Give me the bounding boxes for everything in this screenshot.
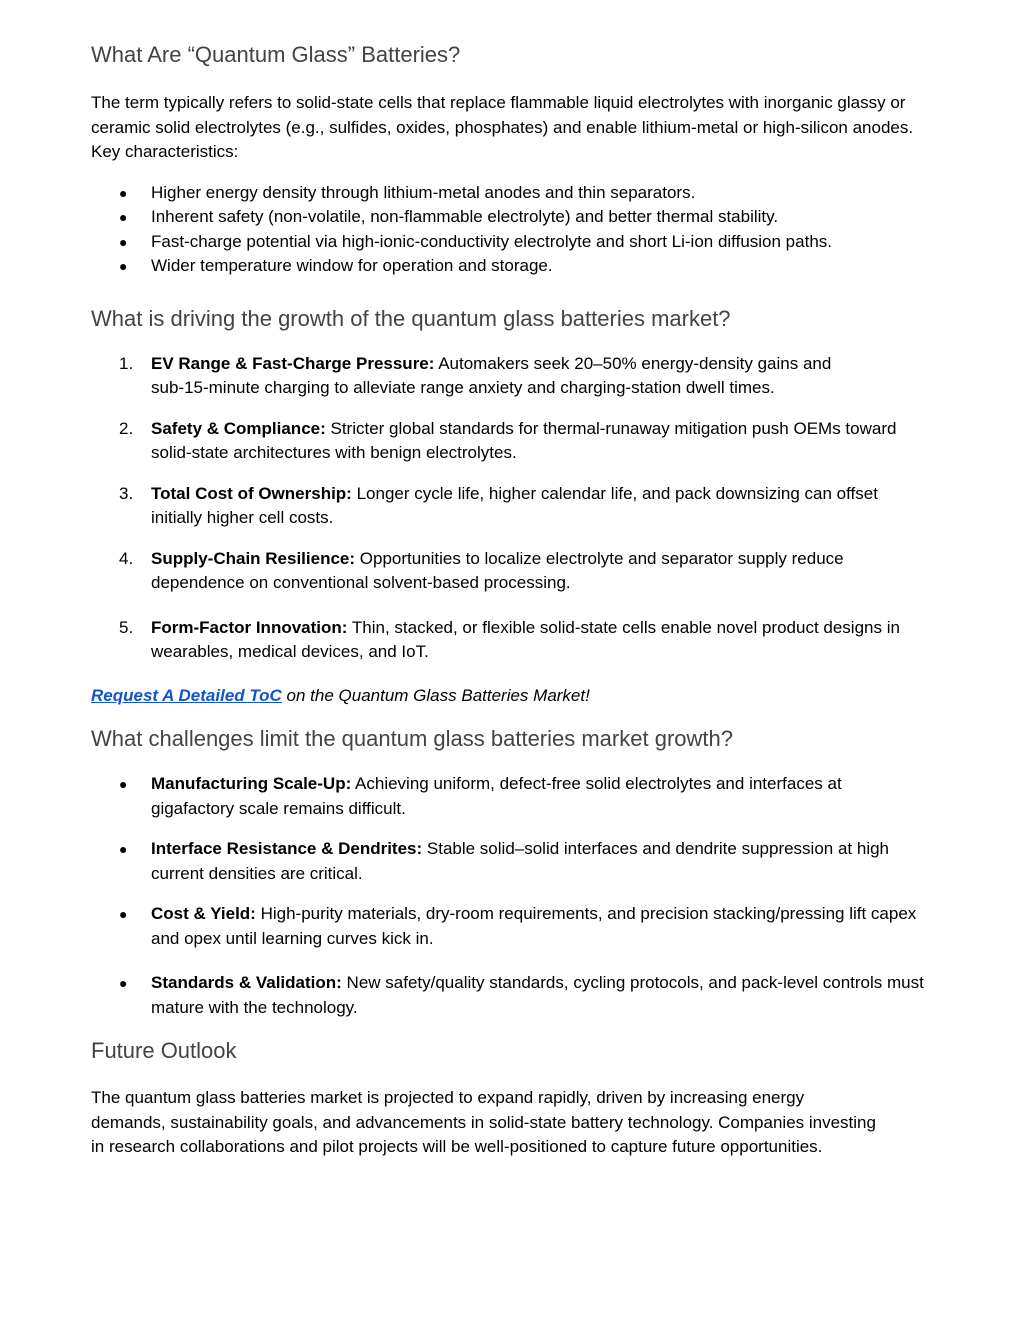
- list-item: [91, 837, 936, 886]
- list-item: [91, 352, 936, 401]
- bullet-icon: ●: [119, 209, 128, 225]
- list-item-text: New safety/quality standards, cycling protocols, and pack‑level controls must mature with the technology.: [151, 973, 924, 1017]
- list-item-text: Stable solid–solid interfaces and dendrite suppression at high current densities are critical.: [151, 839, 890, 883]
- bullet-icon: ●: [119, 841, 128, 857]
- list-item-text: Automakers seek 20–50% energy‑density gains and sub‑15‑minute charging to alleviate range anxiety and charging‑station dwell times.: [151, 353, 832, 397]
- list-item-text: Stricter global standards for thermal‑runaway mitigation push OEMs toward solid‑state architectures with benign electrolytes.: [151, 418, 897, 462]
- list-item: [91, 902, 936, 951]
- section-heading-drivers: What is driving the growth of the quantum glass batteries market?: [91, 305, 731, 331]
- challenges-list: [91, 772, 936, 1020]
- list-item: [91, 417, 936, 466]
- section-heading-challenges: What challenges limit the quantum glass batteries market growth?: [91, 726, 733, 751]
- list-item-title: Cost & Yield:: [151, 904, 256, 923]
- list-item-title: Interface Resistance & Dendrites:: [151, 839, 423, 858]
- document-page: [91, 40, 936, 1160]
- characteristics-list: [91, 181, 936, 279]
- bullet-icon: ●: [119, 184, 128, 201]
- list-item: [91, 181, 936, 206]
- list-item-text: Longer cycle life, higher calendar life, and pack downsizing can offset initially higher cell costs.: [151, 483, 878, 527]
- list-item: [91, 971, 936, 1020]
- list-item-text: Thin, stacked, or flexible solid‑state cells enable novel product designs in wearables, medical devices, and IoT.: [151, 617, 900, 661]
- list-item: [91, 205, 936, 230]
- list-item: [91, 547, 936, 596]
- list-item: [91, 254, 936, 279]
- bullet-icon: ●: [119, 258, 128, 274]
- list-item-title: Supply‑Chain Resilience:: [151, 548, 356, 568]
- cta-line: [91, 684, 936, 709]
- list-item-title: Total Cost of Ownership:: [151, 483, 352, 503]
- list-number: 3.: [119, 483, 134, 503]
- list-item: [91, 230, 936, 255]
- section-heading-future-outlook: Future Outlook: [91, 1038, 237, 1063]
- future-outlook-paragraph: The quantum glass batteries market is projected to expand rapidly, driven by increasing energy demands, sustainability goals, and advancements in solid-state battery technology. Companies investing in research collaborations and pilot projects will be well-positioned to capture future opportunities.: [91, 1088, 876, 1156]
- list-item-text: Wider temperature window for operation and storage.: [151, 256, 553, 275]
- bullet-icon: ●: [119, 776, 128, 792]
- list-item-title: EV Range & Fast‑Charge Pressure:: [151, 353, 435, 373]
- intro-paragraph: The term typically refers to solid‑state cells that replace flammable liquid electrolytes with inorganic glassy or ceramic solid electrolytes (e.g., sulfides, oxides, phosphates) and enable lithium‑metal or high‑silicon anodes. Key characteristics:: [91, 93, 914, 161]
- list-number: 2.: [119, 418, 134, 438]
- request-toc-link[interactable]: Request A Detailed ToC: [91, 685, 282, 705]
- list-item-title: Standards & Validation:: [151, 973, 342, 992]
- bullet-icon: ●: [119, 975, 128, 991]
- list-item-text: Inherent safety (non‑volatile, non‑flammable electrolyte) and better thermal stability.: [151, 207, 779, 226]
- list-number: 5.: [119, 617, 134, 637]
- bullet-icon: ●: [119, 906, 128, 922]
- list-item: [91, 772, 936, 821]
- list-item-title: Safety & Compliance:: [151, 418, 326, 438]
- list-item-text: Fast‑charge potential via high‑ionic‑conductivity electrolyte and short Li‑ion diffusion paths.: [151, 231, 832, 251]
- drivers-list: [91, 352, 936, 665]
- list-number: 1.: [119, 353, 134, 373]
- list-item-title: Form‑Factor Innovation:: [151, 617, 348, 637]
- list-item: [91, 482, 936, 531]
- list-item: [91, 616, 936, 665]
- list-item-text: High‑purity materials, dry‑room requirements, and precision stacking/pressing lift capex and opex until learning curves kick in.: [151, 904, 917, 948]
- list-item-text: Higher energy density through lithium‑metal anodes and thin separators.: [151, 182, 696, 202]
- list-item-text: Opportunities to localize electrolyte and separator supply reduce dependence on conventional solvent‑based processing.: [151, 548, 844, 592]
- list-item-title: Manufacturing Scale‑Up:: [151, 774, 352, 793]
- list-item-text: Achieving uniform, defect‑free solid electrolytes and interfaces at gigafactory scale remains difficult.: [151, 774, 842, 818]
- list-number: 4.: [119, 548, 134, 568]
- cta-text: on the Quantum Glass Batteries Market!: [281, 685, 590, 705]
- bullet-icon: ●: [119, 233, 128, 250]
- section-heading-what-are: What Are “Quantum Glass” Batteries?: [91, 42, 461, 67]
